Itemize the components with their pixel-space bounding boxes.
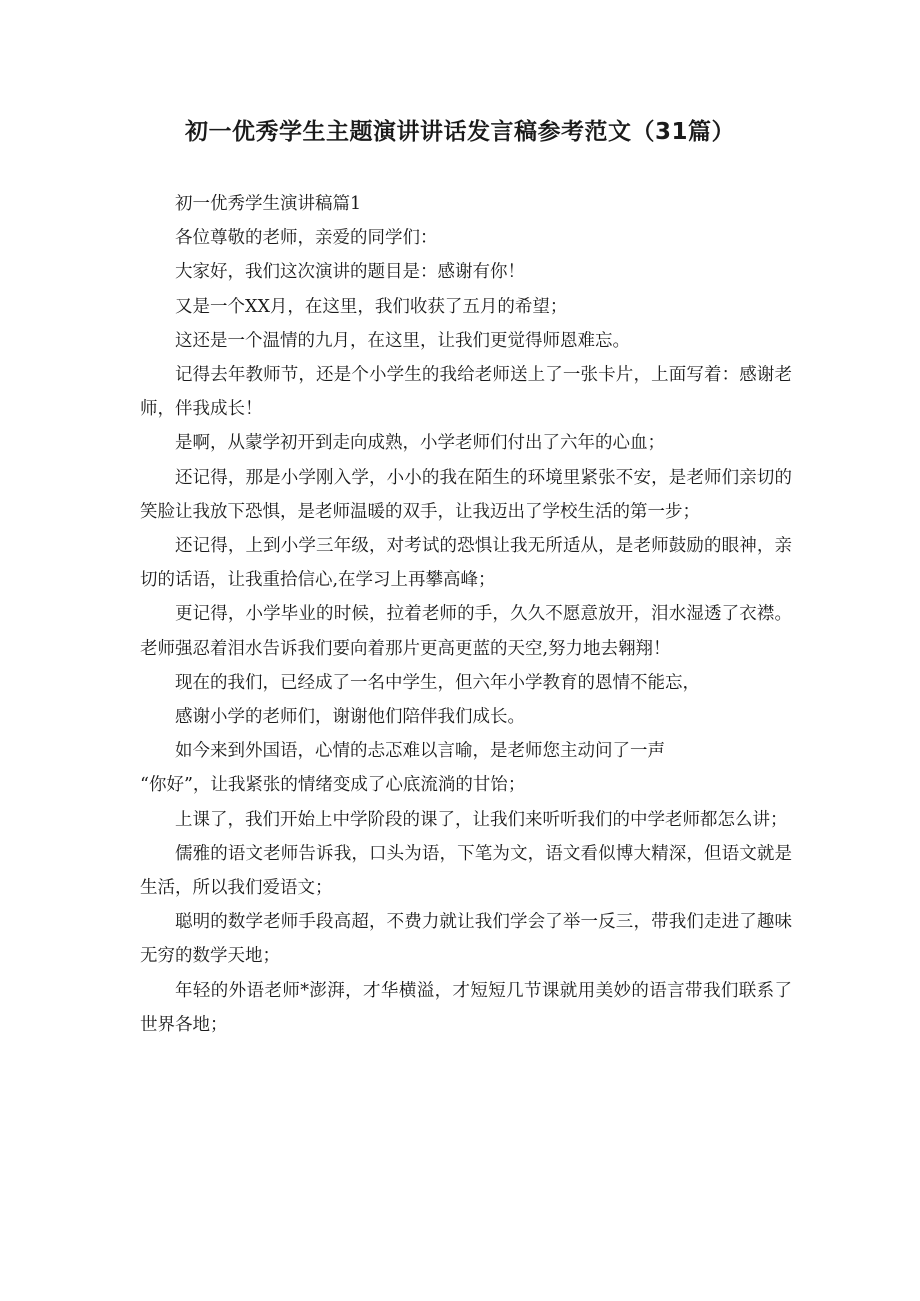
- document-title: 初一优秀学生主题演讲讲话发言稿参考范文（31篇）: [184, 119, 735, 145]
- paragraph: 又是一个XX月，在这里，我们收获了五月的希望；: [175, 296, 568, 317]
- paragraph: 年轻的外语老师*澎湃，才华横溢，才短短几节课就用美妙的语言带我们联系了世界各地；: [140, 980, 792, 1035]
- paragraph: 还记得，上到小学三年级，对考试的恐惧让我无所适从，是老师鼓励的眼神，亲切的话语，让我重拾信心,在学习上再攀高峰；: [140, 536, 792, 591]
- paragraph: 各位尊敬的老师，亲爱的同学们：: [175, 228, 438, 249]
- paragraph: 感谢小学的老师们，谢谢他们陪伴我们成长。: [175, 707, 525, 728]
- paragraph: 大家好，我们这次演讲的题目是：感谢有你！: [175, 262, 525, 283]
- paragraph: 如今来到外国语，心情的忐忑难以言喻，是老师您主动问了一声: [175, 741, 665, 762]
- paragraph: 记得去年教师节，还是个小学生的我给老师送上了一张卡片，上面写着：感谢老师，伴我成长！: [140, 365, 792, 420]
- paragraph: 儒雅的语文老师告诉我，口头为语，下笔为文，语文看似博大精深，但语文就是生活，所以我们爱语文；: [140, 843, 792, 899]
- paragraph: 还记得，那是小学刚入学，小小的我在陌生的环境里紧张不安，是老师们亲切的笑脸让我放下恐惧，是老师温暖的双手，让我迈出了学校生活的第一步；: [140, 467, 792, 522]
- document-body: [140, 187, 792, 1042]
- paragraph: 聪明的数学老师手段高超，不费力就让我们学会了举一反三，带我们走进了趣味无穷的数学天地；: [140, 912, 792, 967]
- section-heading: 初一优秀学生演讲稿篇1: [175, 194, 362, 214]
- paragraph: 上课了，我们开始上中学阶段的课了，让我们来听听我们的中学老师都怎么讲；: [175, 809, 788, 830]
- paragraph-continuation: “你好”，让我紧张的情绪变成了心底流淌的甘饴；: [140, 775, 526, 796]
- paragraph: 现在的我们，已经成了一名中学生，但六年小学教育的恩情不能忘，: [175, 672, 700, 693]
- paragraph: 这还是一个温情的九月，在这里，让我们更觉得师恩难忘。: [175, 330, 630, 351]
- paragraph: 是啊，从蒙学初开到走向成熟，小学老师们付出了六年的心血；: [175, 433, 665, 454]
- paragraph: 更记得，小学毕业的时候，拉着老师的手，久久不愿意放开，泪水湿透了衣襟。老师强忍着泪水告诉我们要向着那片更高更蓝的天空,努力地去翱翔！: [140, 604, 792, 659]
